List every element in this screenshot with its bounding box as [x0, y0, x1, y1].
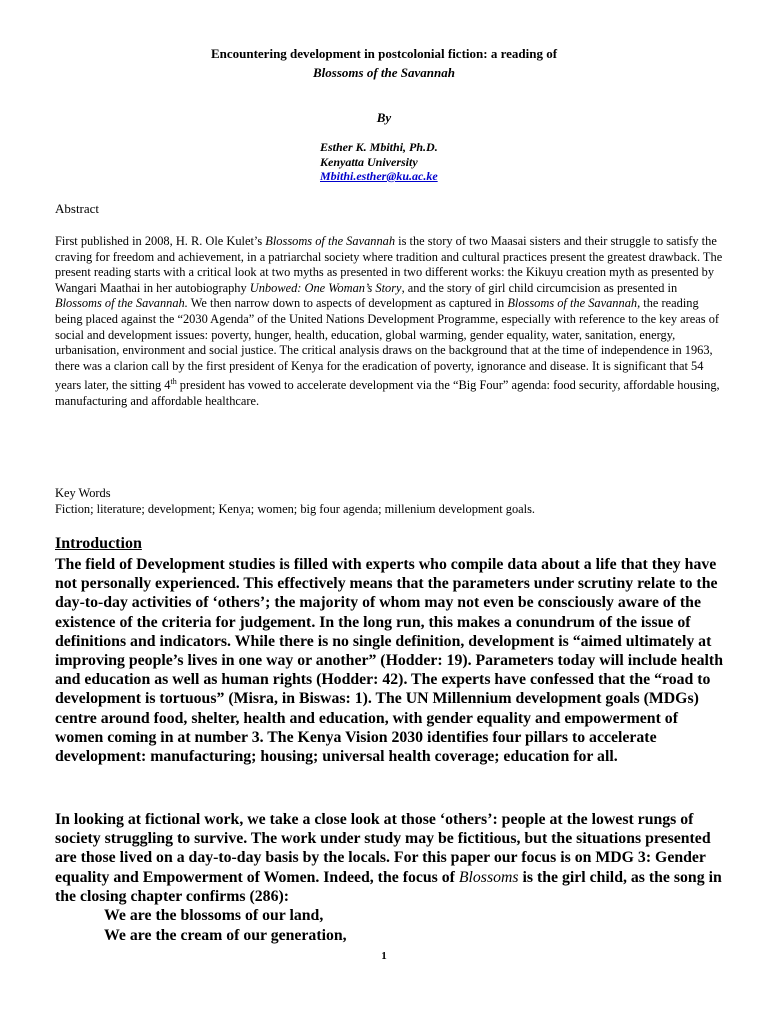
abstract-text-3: , and the story of girl child circumcision as presented in — [401, 280, 678, 295]
introduction-body: The field of Development studies is filled with experts who compile data about a life that they have not personally experienced. This effectively means that the parameters under scrutiny relate to the day-to-day activities of ‘others’; the majority of whom may not even be consciously aware of the existence of the criteria for judgement. In the long run, this makes a conundrum of the issue of definitions and indicators. While there is no single definition, development is “aimed ultimately at improving people’s lives in one way or another” (Hodder: 19). Parameters today will include health and education as well as human rights (Hodder: 42). The experts have confessed that the “road to development is tortuous” (Misra, in Biswas: 1). The UN Millennium development goals (MDGs) centre around food, shelter, health and education, with gender equality and empowerment of women coming in at number 3. The Kenya Vision 2030 identifies four pillars to accelerate development: manufacturing; housing; universal health coverage; education for all. — [55, 556, 723, 766]
abstract-autobiography-title: Unbowed: One Woman’s Story — [249, 280, 402, 295]
abstract-body — [55, 234, 725, 410]
author-email-link[interactable]: Mbithi.esther@ku.ac.ke — [320, 169, 438, 183]
title-line-1: Encountering development in postcolonial fiction: a reading of — [210, 46, 558, 61]
abstract-book-title: Blossoms of the Savannah — [265, 234, 396, 248]
abstract-text-5: , the reading being placed against the “2030 Agenda” of the United Nations Development Programme, especially with reference to the key areas of social and development issues: poverty, hunger, health, education, global warming, gender equality, water, sanitation, energy, urbanisation, environment and social justice. The critical analysis draws on the background that at the time of independence in 1963, there was a clarion call by the first president of Kenya for the eradication of poverty, ignorance and disease. It is significant that 54 years later, the sitting 4 — [55, 296, 720, 393]
author-block — [320, 140, 438, 184]
title-line-2: Blossoms of the Savannah — [313, 65, 455, 80]
paragraph-2-text-a: In looking at fictional work, we take a close look at those ‘others’: people at the lowest rungs of society struggling to survive. The work under study may be fictitious, but the situations presented are those lived on a day-to-day basis by the locals. For this paper our focus is on MDG 3: Gender equality and Empowerment of Women. Indeed, the focus of — [55, 811, 711, 886]
keywords-text: Fiction; literature; development; Kenya; women; big four agenda; millenium development goals. — [55, 502, 536, 516]
abstract-text-2: is the story of two Maasai sisters and their struggle to satisfy the craving for freedom and achievement, in a patriarchal society where tradition and cultural practices present the greatest drawback. The present reading starts with a critical look at two myths as presented in two different works: the Kikuyu creation myth as presented by Wangari Maathai in her autobiography — [55, 234, 723, 295]
author-affiliation: Kenyatta University — [320, 154, 418, 169]
abstract-book-title-3: Blossoms of the Savannah — [507, 296, 638, 311]
abstract-superscript: th — [170, 377, 177, 387]
abstract-text-1: First published in 2008, H. R. Ole Kulet’s — [55, 234, 266, 248]
introduction-heading: Introduction — [55, 535, 142, 552]
author-name: Esther K. Mbithi, Ph.D. — [320, 140, 438, 154]
paragraph-2-text-b: is the girl child, as the song in the closing chapter confirms (286): — [55, 868, 722, 905]
abstract-text-4: We then narrow down to aspects of development as captured in — [187, 296, 508, 311]
keywords-heading: Key Words — [55, 486, 111, 500]
paper-title — [0, 44, 768, 82]
abstract-text-6: president has vowed to accelerate development via the “Big Four” agenda: food security, affordable housing, manufacturing and affordable healthcare. — [55, 378, 720, 409]
paragraph-2-book-title: Blossoms — [458, 868, 519, 886]
paragraph-2 — [55, 810, 725, 906]
verse-line-1: We are the blossoms of our land, — [104, 907, 324, 924]
page-number: 1 — [381, 950, 387, 962]
abstract-book-title-2: Blossoms of the Savannah. — [55, 296, 188, 311]
abstract-heading: Abstract — [55, 201, 100, 216]
by-line: By — [376, 110, 392, 125]
verse-line-2: We are the cream of our generation, — [104, 927, 347, 944]
